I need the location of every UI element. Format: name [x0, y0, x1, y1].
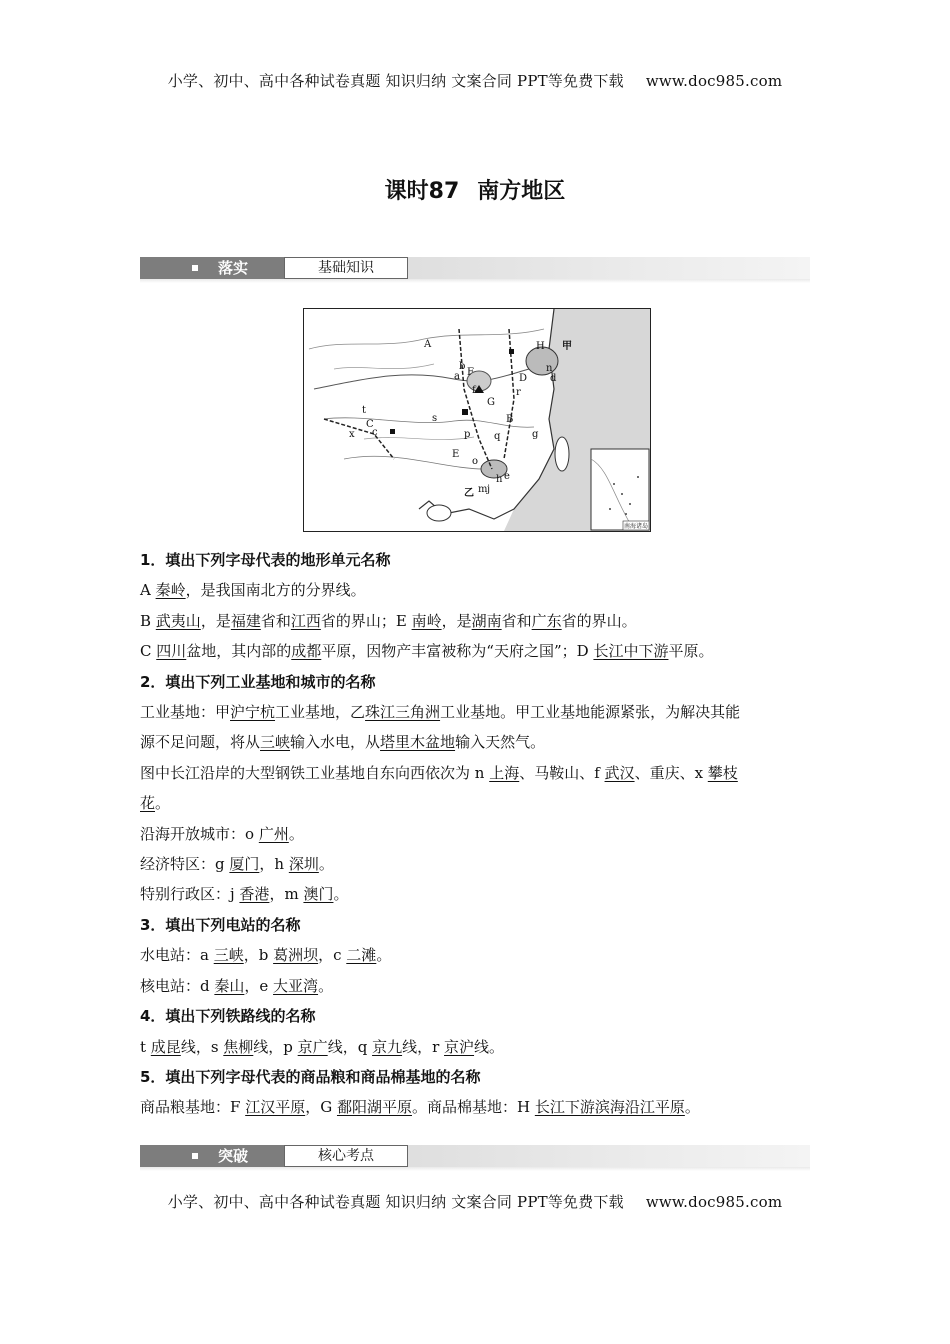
lesson-topic: 南方地区	[477, 179, 566, 204]
map-label: d	[550, 373, 557, 384]
question-heading: 5．填出下列字母代表的商品粮和商品棉基地的名称	[140, 1067, 481, 1086]
page-footer	[0, 1191, 950, 1212]
map-label: 甲	[562, 341, 572, 352]
section-tag: 落实	[140, 257, 284, 279]
map-label: f	[472, 385, 476, 396]
map-label: 乙	[464, 488, 474, 499]
map-label: j	[487, 484, 491, 495]
answer-line: 核电站：d 秦山，e 大亚湾。	[140, 976, 334, 995]
map-label: a	[454, 371, 460, 382]
map-label: m	[478, 484, 488, 495]
map-label: x	[349, 429, 355, 440]
map-label: n	[546, 363, 553, 374]
question-heading: 3．填出下列电站的名称	[140, 915, 301, 934]
content-body	[140, 545, 812, 1123]
map-label: s	[432, 413, 438, 424]
square-bullet-icon	[192, 1153, 198, 1159]
map-label: A	[424, 339, 432, 350]
page-header	[0, 70, 950, 91]
answer-line: 花。	[140, 794, 171, 813]
answer-line: 沿海开放城市：o 广州。	[140, 824, 304, 843]
footer-site: www.doc985.com	[645, 1193, 783, 1211]
square-bullet-icon	[192, 265, 198, 271]
map-label: c	[372, 427, 378, 438]
question-heading: 2．填出下列工业基地和城市的名称	[140, 672, 376, 691]
page-title	[0, 174, 950, 205]
map-label: D	[519, 373, 528, 384]
map-label: g	[532, 429, 539, 440]
map-label: o	[472, 456, 479, 467]
map-figure	[304, 309, 650, 531]
map-label: p	[464, 429, 471, 440]
section-header-basics	[140, 257, 810, 279]
section-tag: 突破	[140, 1145, 284, 1167]
map-label: H	[536, 341, 545, 352]
question-heading: 4．填出下列铁路线的名称	[140, 1007, 316, 1026]
south-china-map	[303, 308, 651, 532]
answer-line: C 四川盆地，其内部的成都平原，因物产丰富被称为“天府之国”；D 长江中下游平原。	[140, 642, 714, 661]
question-heading: 1．填出下列字母代表的地形单元名称	[140, 551, 391, 569]
map-label: C	[366, 419, 374, 430]
map-label: e	[504, 471, 510, 482]
header-site: www.doc985.com	[645, 72, 783, 90]
answer-line: 图中长江沿岸的大型钢铁工业基地自东向西依次为 n 上海、马鞍山、f 武汉、重庆、x 攀枝	[140, 763, 738, 782]
answer-line: 源不足问题，将从三峡输入水电，从塔里木盆地输入天然气。	[140, 733, 546, 752]
section-header-core	[140, 1145, 810, 1167]
section-subtitle: 基础知识	[284, 257, 408, 279]
map-label: E	[452, 449, 460, 460]
map-label: B	[506, 414, 514, 425]
inset-caption: 南海诸岛	[623, 523, 649, 530]
map-label: t	[362, 405, 367, 416]
answer-line: A 秦岭，是我国南北方的分界线。	[140, 581, 366, 600]
map-label: F	[467, 367, 474, 378]
lesson-number: 课时87	[384, 179, 460, 204]
answer-line: 特别行政区：j 香港，m 澳门。	[140, 885, 349, 904]
section-subtitle: 核心考点	[284, 1145, 408, 1167]
map-label: r	[516, 387, 521, 398]
map-label: h	[496, 474, 503, 485]
answer-line: 水电站：a 三峡，b 葛洲坝，c 二滩。	[140, 946, 392, 965]
footer-text: 小学、初中、高中各种试卷真题 知识归纳 文案合同 PPT等免费下载	[167, 1193, 624, 1211]
map-label: b	[459, 361, 466, 372]
answer-line: B 武夷山，是福建省和江西省的界山；E 南岭，是湖南省和广东省的界山。	[140, 611, 637, 630]
answer-line: t 成昆线，s 焦柳线，p 京广线，q 京九线，r 京沪线。	[140, 1037, 505, 1056]
answer-line: 工业基地：甲沪宁杭工业基地，乙珠江三角洲工业基地。甲工业基地能源紧张，为解决其能	[140, 703, 741, 722]
map-label: G	[487, 397, 495, 408]
answer-line: 商品粮基地：F 江汉平原，G 鄱阳湖平原。商品棉基地：H 长江下游滨海沿江平原。	[140, 1098, 700, 1117]
answer-line: 经济特区：g 厦门，h 深圳。	[140, 855, 334, 874]
map-label: q	[494, 431, 501, 442]
header-text: 小学、初中、高中各种试卷真题 知识归纳 文案合同 PPT等免费下载	[167, 72, 624, 90]
